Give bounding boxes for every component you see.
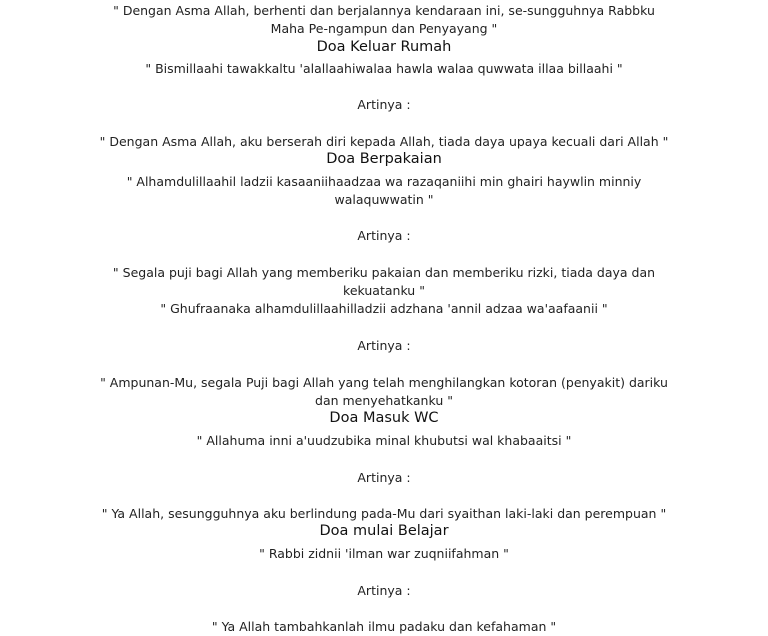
meaning-text: " Ya Allah tambahkanlah ilmu padaku dan kefahaman " bbox=[211, 619, 557, 634]
meaning-text-2-line-2: dan menyehatkanku " bbox=[315, 393, 453, 408]
section-title-mulai-belajar: Doa mulai Belajar bbox=[319, 523, 449, 539]
meaning-text: " Dengan Asma Allah, aku berserah diri kepada Allah, tiada daya upaya kecuali dari Allah " bbox=[99, 134, 669, 149]
prayer-text-line-2: walaquwwatin " bbox=[334, 192, 434, 207]
opening-text-line-1: " Dengan Asma Allah, berhenti dan berjalannya kendaraan ini, se-sungguhnya Rabbku bbox=[113, 3, 655, 18]
prayer-text: " Bismillaahi tawakkaltu 'alallaahiwalaa hawla walaa quwwata illaa billaahi " bbox=[145, 61, 623, 76]
section-title-berpakaian: Doa Berpakaian bbox=[326, 151, 442, 167]
prayer-text: " Rabbi zidnii 'ilman war zuqniifahman " bbox=[259, 546, 509, 561]
meaning-label: Artinya : bbox=[357, 228, 411, 243]
meaning-text-line-2: kekuatanku " bbox=[343, 283, 425, 298]
prayer-text-line-1: " Alhamdulillaahil ladzii kasaaniihaadzaa wa razaqaniihi min ghairi haywlin minniy bbox=[126, 174, 642, 189]
meaning-text-line-1: " Segala puji bagi Allah yang memberiku pakaian dan memberiku rizki, tiada daya dan bbox=[112, 265, 656, 280]
section-title-masuk-wc: Doa Masuk WC bbox=[329, 410, 439, 426]
prayer-text-2: " Ghufraanaka alhamdulillaahilladzii adzhana 'annil adzaa wa'aafaanii " bbox=[160, 301, 608, 316]
opening-text-line-2: Maha Pe-ngampun dan Penyayang " bbox=[270, 21, 498, 36]
meaning-label-2: Artinya : bbox=[357, 338, 411, 353]
meaning-label: Artinya : bbox=[357, 470, 411, 485]
meaning-label: Artinya : bbox=[357, 97, 411, 112]
meaning-text: " Ya Allah, sesungguhnya aku berlindung pada-Mu dari syaithan laki-laki dan perempuan " bbox=[101, 506, 667, 521]
prayer-text: " Allahuma inni a'uudzubika minal khubutsi wal khabaaitsi " bbox=[196, 433, 572, 448]
section-title-keluar-rumah: Doa Keluar Rumah bbox=[316, 39, 452, 55]
meaning-label: Artinya : bbox=[357, 583, 411, 598]
meaning-text-2-line-1: " Ampunan-Mu, segala Puji bagi Allah yang telah menghilangkan kotoran (penyakit) dariku bbox=[100, 375, 668, 390]
